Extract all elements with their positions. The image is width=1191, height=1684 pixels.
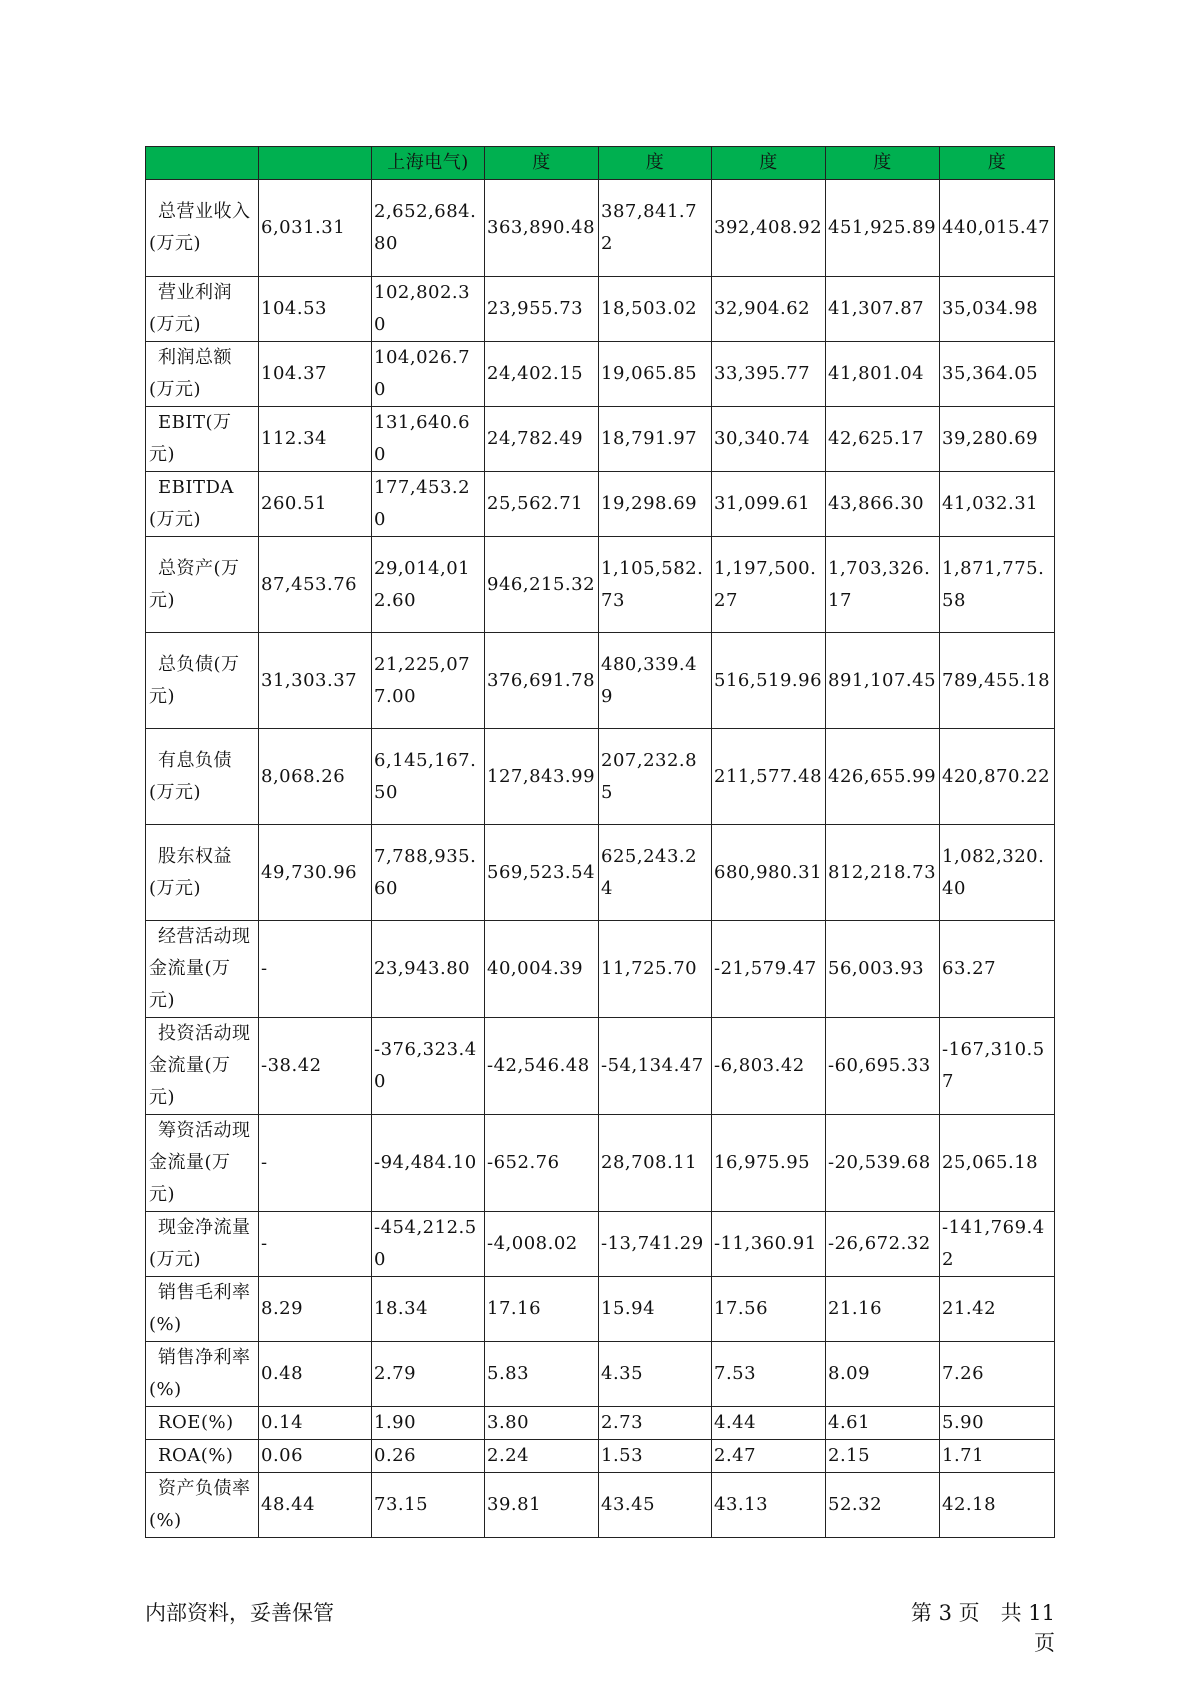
- value-cell: 5.90: [940, 1407, 1055, 1440]
- value-cell: 420,870.22: [940, 729, 1055, 825]
- value-cell: 49,730.96: [259, 825, 372, 921]
- footer-confidential-note: 内部资料，妥善保管: [145, 1601, 334, 1625]
- value-cell: 29,014,012.60: [372, 537, 485, 633]
- value-cell: 946,215.32: [485, 537, 599, 633]
- value-cell: 7.53: [712, 1342, 826, 1407]
- value-cell: 39,280.69: [940, 407, 1055, 472]
- value-cell: 25,065.18: [940, 1115, 1055, 1212]
- row-label-cell: 利润总额(万元): [146, 342, 259, 407]
- row-label-cell: 销售净利率(%): [146, 1342, 259, 1407]
- value-cell: 0.26: [372, 1440, 485, 1473]
- row-label-cell: ROA(%): [146, 1440, 259, 1473]
- value-cell: 43.45: [599, 1473, 712, 1538]
- value-cell: 376,691.78: [485, 633, 599, 729]
- header-cell: 度: [599, 147, 712, 180]
- value-cell: 19,065.85: [599, 342, 712, 407]
- value-cell: 41,801.04: [826, 342, 940, 407]
- value-cell: 6,031.31: [259, 180, 372, 277]
- value-cell: 28,708.11: [599, 1115, 712, 1212]
- value-cell: 1.90: [372, 1407, 485, 1440]
- value-cell: 31,099.61: [712, 472, 826, 537]
- value-cell: -21,579.47: [712, 921, 826, 1018]
- value-cell: 211,577.48: [712, 729, 826, 825]
- value-cell: 569,523.54: [485, 825, 599, 921]
- value-cell: 8.29: [259, 1277, 372, 1342]
- value-cell: 1,082,320.40: [940, 825, 1055, 921]
- value-cell: 7.26: [940, 1342, 1055, 1407]
- value-cell: 2.79: [372, 1342, 485, 1407]
- value-cell: 18.34: [372, 1277, 485, 1342]
- value-cell: 0.48: [259, 1342, 372, 1407]
- value-cell: 387,841.72: [599, 180, 712, 277]
- row-label-cell: 筹资活动现金流量(万元): [146, 1115, 259, 1212]
- value-cell: 0.14: [259, 1407, 372, 1440]
- value-cell: 3.80: [485, 1407, 599, 1440]
- value-cell: 2.24: [485, 1440, 599, 1473]
- table-row: [146, 277, 1055, 342]
- value-cell: 1,105,582.73: [599, 537, 712, 633]
- value-cell: 104.37: [259, 342, 372, 407]
- value-cell: 625,243.24: [599, 825, 712, 921]
- value-cell: 42.18: [940, 1473, 1055, 1538]
- table-row: [146, 1407, 1055, 1440]
- value-cell: -26,672.32: [826, 1212, 940, 1277]
- value-cell: 48.44: [259, 1473, 372, 1538]
- value-cell: 21,225,077.00: [372, 633, 485, 729]
- value-cell: 21.16: [826, 1277, 940, 1342]
- row-label-cell: 营业利润(万元): [146, 277, 259, 342]
- value-cell: 207,232.85: [599, 729, 712, 825]
- row-label-cell: 资产负债率(%): [146, 1473, 259, 1538]
- value-cell: 1,703,326.17: [826, 537, 940, 633]
- value-cell: 25,562.71: [485, 472, 599, 537]
- value-cell: 812,218.73: [826, 825, 940, 921]
- value-cell: 41,307.87: [826, 277, 940, 342]
- row-label-cell: 经营活动现金流量(万元): [146, 921, 259, 1018]
- value-cell: -60,695.33: [826, 1018, 940, 1115]
- value-cell: 440,015.47: [940, 180, 1055, 277]
- table-row: [146, 921, 1055, 1018]
- value-cell: -6,803.42: [712, 1018, 826, 1115]
- header-cell: [146, 147, 259, 180]
- table-row: [146, 1212, 1055, 1277]
- value-cell: 177,453.20: [372, 472, 485, 537]
- value-cell: -141,769.42: [940, 1212, 1055, 1277]
- value-cell: 52.32: [826, 1473, 940, 1538]
- value-cell: 21.42: [940, 1277, 1055, 1342]
- value-cell: 24,782.49: [485, 407, 599, 472]
- row-label-cell: EBIT(万元): [146, 407, 259, 472]
- value-cell: 1,197,500.27: [712, 537, 826, 633]
- value-cell: 63.27: [940, 921, 1055, 1018]
- value-cell: 87,453.76: [259, 537, 372, 633]
- value-cell: 680,980.31: [712, 825, 826, 921]
- value-cell: -94,484.10: [372, 1115, 485, 1212]
- row-label-cell: 销售毛利率(%): [146, 1277, 259, 1342]
- value-cell: 17.56: [712, 1277, 826, 1342]
- table-row: [146, 342, 1055, 407]
- value-cell: 19,298.69: [599, 472, 712, 537]
- header-cell: [259, 147, 372, 180]
- value-cell: 516,519.96: [712, 633, 826, 729]
- value-cell: 1,871,775.58: [940, 537, 1055, 633]
- value-cell: -54,134.47: [599, 1018, 712, 1115]
- value-cell: 43,866.30: [826, 472, 940, 537]
- value-cell: -42,546.48: [485, 1018, 599, 1115]
- value-cell: 4.61: [826, 1407, 940, 1440]
- value-cell: 127,843.99: [485, 729, 599, 825]
- table-row: [146, 180, 1055, 277]
- value-cell: -: [259, 921, 372, 1018]
- value-cell: 260.51: [259, 472, 372, 537]
- value-cell: 32,904.62: [712, 277, 826, 342]
- table-row: [146, 537, 1055, 633]
- row-label-cell: 有息负债(万元): [146, 729, 259, 825]
- value-cell: 131,640.60: [372, 407, 485, 472]
- value-cell: 56,003.93: [826, 921, 940, 1018]
- footer-page-number: 第 3 页 共 11 页: [910, 1601, 1055, 1655]
- value-cell: -: [259, 1212, 372, 1277]
- value-cell: 35,034.98: [940, 277, 1055, 342]
- table-row: [146, 1115, 1055, 1212]
- value-cell: 15.94: [599, 1277, 712, 1342]
- value-cell: 8.09: [826, 1342, 940, 1407]
- table-row: [146, 1440, 1055, 1473]
- value-cell: -: [259, 1115, 372, 1212]
- value-cell: 35,364.05: [940, 342, 1055, 407]
- value-cell: 1.53: [599, 1440, 712, 1473]
- table-row: [146, 825, 1055, 921]
- value-cell: 43.13: [712, 1473, 826, 1538]
- value-cell: 480,339.49: [599, 633, 712, 729]
- value-cell: 8,068.26: [259, 729, 372, 825]
- value-cell: 33,395.77: [712, 342, 826, 407]
- row-label-cell: 总营业收入(万元): [146, 180, 259, 277]
- table-header-row: [146, 147, 1055, 180]
- value-cell: 31,303.37: [259, 633, 372, 729]
- table-row: [146, 1473, 1055, 1538]
- value-cell: -4,008.02: [485, 1212, 599, 1277]
- financial-table: [145, 146, 1055, 1538]
- row-label-cell: EBITDA(万元): [146, 472, 259, 537]
- value-cell: 1.71: [940, 1440, 1055, 1473]
- table-row: [146, 472, 1055, 537]
- value-cell: 16,975.95: [712, 1115, 826, 1212]
- table-row: [146, 633, 1055, 729]
- row-label-cell: 总负债(万元): [146, 633, 259, 729]
- value-cell: 24,402.15: [485, 342, 599, 407]
- header-cell: 度: [826, 147, 940, 180]
- value-cell: 23,943.80: [372, 921, 485, 1018]
- value-cell: -454,212.50: [372, 1212, 485, 1277]
- value-cell: 392,408.92: [712, 180, 826, 277]
- value-cell: 23,955.73: [485, 277, 599, 342]
- value-cell: 426,655.99: [826, 729, 940, 825]
- value-cell: -11,360.91: [712, 1212, 826, 1277]
- value-cell: 11,725.70: [599, 921, 712, 1018]
- value-cell: 789,455.18: [940, 633, 1055, 729]
- row-label-cell: 股东权益(万元): [146, 825, 259, 921]
- value-cell: 18,503.02: [599, 277, 712, 342]
- value-cell: -13,741.29: [599, 1212, 712, 1277]
- value-cell: 4.44: [712, 1407, 826, 1440]
- value-cell: 0.06: [259, 1440, 372, 1473]
- value-cell: 2,652,684.80: [372, 180, 485, 277]
- table-row: [146, 1277, 1055, 1342]
- header-cell: 度: [712, 147, 826, 180]
- table-row: [146, 1342, 1055, 1407]
- value-cell: -652.76: [485, 1115, 599, 1212]
- value-cell: 451,925.89: [826, 180, 940, 277]
- table-row: [146, 407, 1055, 472]
- table-row: [146, 1018, 1055, 1115]
- row-label-cell: 投资活动现金流量(万元): [146, 1018, 259, 1115]
- value-cell: -376,323.40: [372, 1018, 485, 1115]
- value-cell: 363,890.48: [485, 180, 599, 277]
- header-cell: 度: [940, 147, 1055, 180]
- value-cell: 104.53: [259, 277, 372, 342]
- value-cell: 4.35: [599, 1342, 712, 1407]
- row-label-cell: ROE(%): [146, 1407, 259, 1440]
- header-cell: 度: [485, 147, 599, 180]
- value-cell: 5.83: [485, 1342, 599, 1407]
- value-cell: 30,340.74: [712, 407, 826, 472]
- table-row: [146, 729, 1055, 825]
- value-cell: 112.34: [259, 407, 372, 472]
- value-cell: 2.15: [826, 1440, 940, 1473]
- value-cell: 39.81: [485, 1473, 599, 1538]
- value-cell: -167,310.57: [940, 1018, 1055, 1115]
- value-cell: 2.73: [599, 1407, 712, 1440]
- row-label-cell: 总资产(万元): [146, 537, 259, 633]
- value-cell: 42,625.17: [826, 407, 940, 472]
- value-cell: 891,107.45: [826, 633, 940, 729]
- value-cell: 6,145,167.50: [372, 729, 485, 825]
- value-cell: 40,004.39: [485, 921, 599, 1018]
- value-cell: 2.47: [712, 1440, 826, 1473]
- value-cell: 18,791.97: [599, 407, 712, 472]
- value-cell: 73.15: [372, 1473, 485, 1538]
- row-label-cell: 现金净流量(万元): [146, 1212, 259, 1277]
- value-cell: 17.16: [485, 1277, 599, 1342]
- value-cell: 104,026.70: [372, 342, 485, 407]
- header-cell: 上海电气): [372, 147, 485, 180]
- value-cell: 7,788,935.60: [372, 825, 485, 921]
- value-cell: 41,032.31: [940, 472, 1055, 537]
- value-cell: -38.42: [259, 1018, 372, 1115]
- value-cell: 102,802.30: [372, 277, 485, 342]
- value-cell: -20,539.68: [826, 1115, 940, 1212]
